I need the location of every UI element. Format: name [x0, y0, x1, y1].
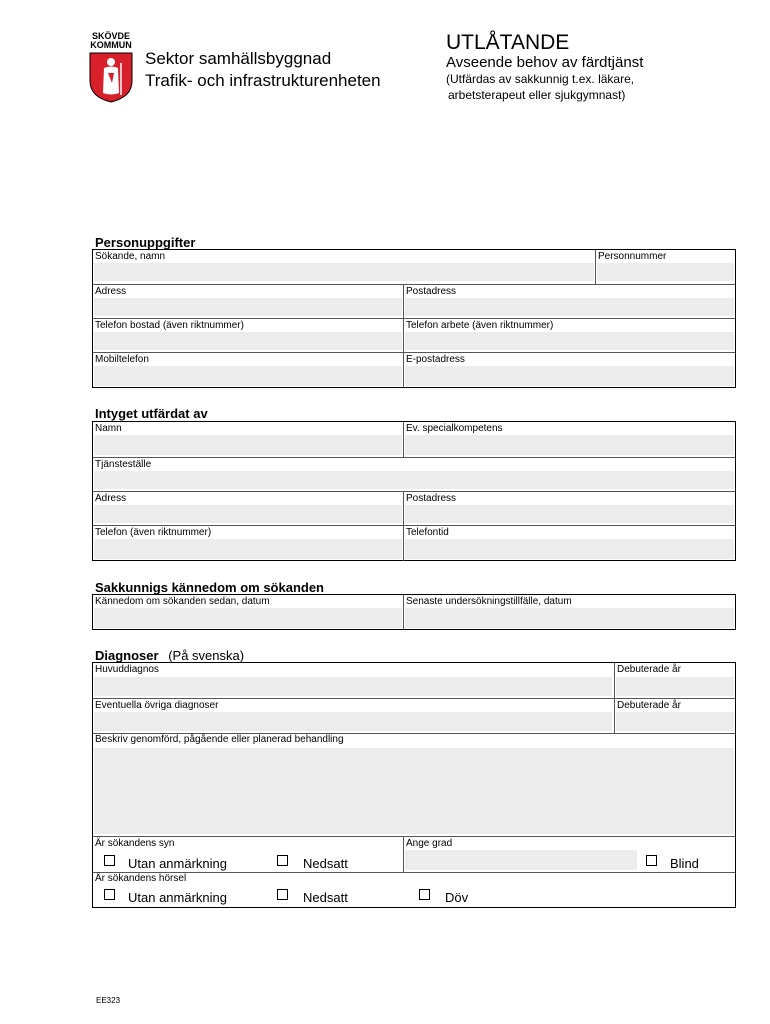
- org-line1: Sektor samhällsbyggnad: [145, 49, 332, 68]
- form-note-line2: arbetsterapeut eller sjukgymnast): [448, 88, 626, 102]
- label-debuterade-ar-1: Debuterade år: [617, 664, 681, 675]
- label-sokande-namn: Sökande, namn: [95, 251, 166, 262]
- label-intyg-adress: Adress: [95, 493, 127, 504]
- divider: [93, 284, 735, 285]
- label-namn: Namn: [95, 423, 122, 434]
- label-horsel-utan-anmarkning: Utan anmärkning: [128, 890, 227, 905]
- input-intyg-adress[interactable]: [94, 505, 402, 523]
- input-ange-grad[interactable]: [405, 850, 637, 870]
- org-name: [145, 48, 381, 92]
- label-tjanstestalle: Tjänsteställe: [95, 459, 152, 470]
- label-debuterade-ar-2: Debuterade år: [617, 700, 681, 711]
- input-kannedom-sedan[interactable]: [94, 608, 402, 628]
- diagnoser-title: Diagnoser: [95, 648, 159, 663]
- input-tjanstestalle[interactable]: [94, 471, 734, 489]
- divider: [93, 318, 735, 319]
- divider: [403, 284, 404, 388]
- label-personnummer: Personnummer: [598, 251, 667, 262]
- label-intyg-postadress: Postadress: [406, 493, 457, 504]
- label-senaste-undersokning: Senaste undersökningstillfälle, datum: [406, 596, 572, 607]
- diagnoser-title-note: (På svenska): [168, 648, 245, 663]
- label-behandling: Beskriv genomförd, pågående eller planerad behandling: [95, 734, 344, 745]
- label-intyg-telefon: Telefon (även riktnummer): [95, 527, 212, 538]
- municipality-logo: [88, 32, 134, 102]
- form-note: [446, 71, 634, 103]
- label-specialkompetens: Ev. specialkompetens: [406, 423, 503, 434]
- input-epostadress[interactable]: [405, 366, 734, 386]
- divider: [595, 250, 596, 284]
- input-adress[interactable]: [94, 298, 402, 316]
- divider: [403, 595, 404, 629]
- label-kannedom-sedan: Kännedom om sökanden sedan, datum: [95, 596, 270, 607]
- checkbox-syn-utan-anmarkning[interactable]: [104, 855, 115, 866]
- input-telefon-bostad[interactable]: [94, 332, 402, 350]
- label-syn-blind: Blind: [670, 856, 699, 871]
- checkbox-horsel-dov[interactable]: [419, 889, 430, 900]
- divider: [93, 525, 735, 526]
- section-title-kannedom: Sakkunnigs kännedom om sökanden: [95, 580, 324, 595]
- divider: [93, 872, 735, 873]
- divider: [93, 491, 735, 492]
- input-telefontid[interactable]: [405, 539, 734, 559]
- label-ovriga-diagnoser: Eventuella övriga diagnoser: [95, 700, 219, 711]
- checkbox-horsel-nedsatt[interactable]: [277, 889, 288, 900]
- form-subtitle: Avseende behov av färdtjänst: [446, 54, 644, 71]
- input-sokande-namn[interactable]: [94, 263, 594, 281]
- input-debuterade-ar-2[interactable]: [616, 712, 734, 731]
- label-telefontid: Telefontid: [406, 527, 449, 538]
- input-intyg-postadress[interactable]: [405, 505, 734, 523]
- form-title: UTLÅTANDE: [446, 31, 570, 54]
- input-postadress[interactable]: [405, 298, 734, 316]
- checkbox-syn-nedsatt[interactable]: [277, 855, 288, 866]
- label-adress: Adress: [95, 286, 127, 297]
- input-ovriga-diagnoser[interactable]: [94, 712, 612, 731]
- divider: [403, 491, 404, 561]
- section-title-personuppgifter: Personuppgifter: [95, 235, 196, 250]
- input-debuterade-ar-1[interactable]: [616, 677, 734, 696]
- label-mobiltelefon: Mobiltelefon: [95, 354, 149, 365]
- divider: [403, 422, 404, 457]
- logo-text-line1: SKÖVDE: [91, 31, 130, 41]
- label-syn-utan-anmarkning: Utan anmärkning: [128, 856, 227, 871]
- label-huvuddiagnos: Huvuddiagnos: [95, 664, 159, 675]
- label-ange-grad: Ange grad: [406, 838, 453, 849]
- input-personnummer[interactable]: [597, 263, 734, 281]
- logo-text-line2: KOMMUN: [90, 40, 132, 50]
- label-horsel-nedsatt: Nedsatt: [303, 890, 348, 905]
- org-line2: Trafik- och infrastrukturenheten: [145, 71, 381, 90]
- checkbox-horsel-utan-anmarkning[interactable]: [104, 889, 115, 900]
- input-huvuddiagnos[interactable]: [94, 677, 612, 696]
- divider: [93, 698, 735, 699]
- divider: [93, 352, 735, 353]
- textarea-behandling[interactable]: [94, 748, 734, 834]
- label-syn-nedsatt: Nedsatt: [303, 856, 348, 871]
- input-specialkompetens[interactable]: [405, 435, 734, 455]
- input-telefon-arbete[interactable]: [405, 332, 734, 350]
- divider: [93, 836, 735, 837]
- divider: [93, 457, 735, 458]
- form-note-line1: (Utfärdas av sakkunnig t.ex. läkare,: [446, 72, 635, 86]
- label-epostadress: E-postadress: [406, 354, 465, 365]
- coat-of-arms-icon: [88, 51, 134, 103]
- divider: [403, 836, 404, 872]
- section-title-diagnoser: [95, 648, 244, 663]
- label-telefon-bostad: Telefon bostad (även riktnummer): [95, 320, 244, 331]
- label-postadress: Postadress: [406, 286, 457, 297]
- label-telefon-arbete: Telefon arbete (även riktnummer): [406, 320, 554, 331]
- checkbox-syn-blind[interactable]: [646, 855, 657, 866]
- label-syn: Är sökandens syn: [95, 838, 175, 849]
- section-title-intyget: Intyget utfärdat av: [95, 406, 208, 421]
- input-intyg-namn[interactable]: [94, 435, 402, 455]
- input-intyg-telefon[interactable]: [94, 539, 402, 559]
- input-senaste-undersokning[interactable]: [405, 608, 734, 628]
- form-code: EE323: [96, 996, 121, 1005]
- label-horsel: Är sökandens hörsel: [95, 873, 187, 884]
- input-mobiltelefon[interactable]: [94, 366, 402, 386]
- label-horsel-dov: Döv: [445, 890, 469, 905]
